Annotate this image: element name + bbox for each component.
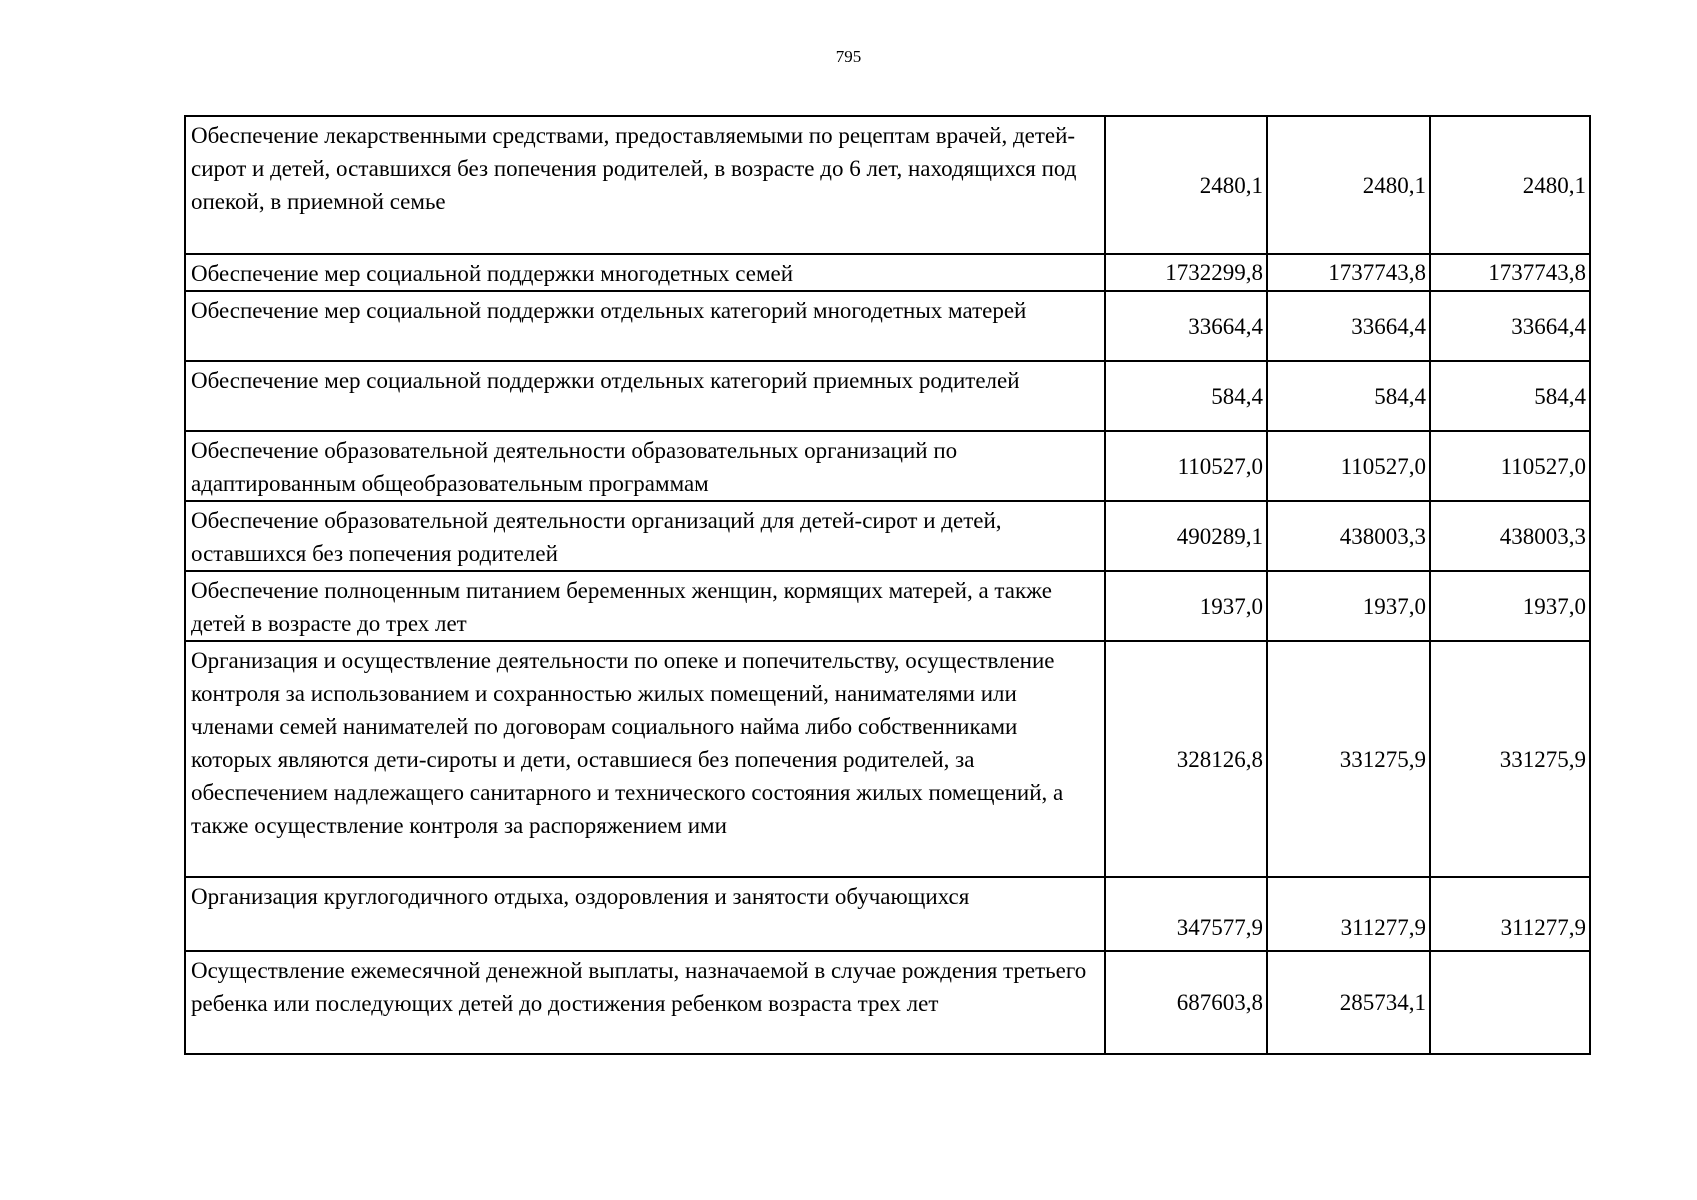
row-value-2: 1737743,8 [1267, 254, 1430, 291]
budget-table [184, 115, 1591, 1055]
row-value-1: 347577,9 [1105, 877, 1267, 951]
row-value-1: 1732299,8 [1105, 254, 1267, 291]
row-name: Обеспечение лекарственными средствами, предоставляемыми по рецептам врачей, детей-сирот и детей, оставшихся без попечения родителей, в возрасте до 6 лет, находящихся под опекой, в приемной семье [185, 116, 1105, 254]
table-row [185, 116, 1590, 254]
row-value-3: 1937,0 [1430, 571, 1590, 641]
row-value-2: 584,4 [1267, 361, 1430, 431]
row-value-1: 1937,0 [1105, 571, 1267, 641]
row-value-1: 490289,1 [1105, 501, 1267, 571]
row-value-3: 110527,0 [1430, 431, 1590, 501]
row-value-2: 33664,4 [1267, 291, 1430, 361]
table-row [185, 877, 1590, 951]
table-row [185, 951, 1590, 1054]
row-name: Обеспечение образовательной деятельности организаций для детей-сирот и детей, оставшихся без попечения родителей [185, 501, 1105, 571]
row-value-3: 331275,9 [1430, 641, 1590, 877]
row-value-3: 2480,1 [1430, 116, 1590, 254]
row-value-3 [1430, 951, 1590, 1054]
row-value-1: 687603,8 [1105, 951, 1267, 1054]
row-value-2: 331275,9 [1267, 641, 1430, 877]
row-name: Осуществление ежемесячной денежной выплаты, назначаемой в случае рождения третьего ребенка или последующих детей до достижения ребенком возраста трех лет [185, 951, 1105, 1054]
table-row [185, 291, 1590, 361]
table-row [185, 501, 1590, 571]
row-value-1: 2480,1 [1105, 116, 1267, 254]
table-row [185, 571, 1590, 641]
row-value-2: 1937,0 [1267, 571, 1430, 641]
row-value-2: 438003,3 [1267, 501, 1430, 571]
row-value-3: 33664,4 [1430, 291, 1590, 361]
page-number: 795 [835, 47, 862, 66]
row-value-2: 285734,1 [1267, 951, 1430, 1054]
row-name: Обеспечение образовательной деятельности образовательных организаций по адаптированным общеобразовательным программам [185, 431, 1105, 501]
row-value-3: 311277,9 [1430, 877, 1590, 951]
row-value-3: 584,4 [1430, 361, 1590, 431]
table-row [185, 361, 1590, 431]
row-name: Обеспечение мер социальной поддержки отдельных категорий многодетных матерей [185, 291, 1105, 361]
row-name: Организация круглогодичного отдыха, оздоровления и занятости обучающихся [185, 877, 1105, 951]
table-row [185, 641, 1590, 877]
row-value-2: 110527,0 [1267, 431, 1430, 501]
row-name: Организация и осуществление деятельности по опеке и попечительству, осуществление контроля за использованием и сохранностью жилых помещений, нанимателями или членами семей нанимателей по договорам социального найма либо собственниками которых являются дети-сироты и дети, оставшиеся без попечения родителей, за обеспечением надлежащего санитарного и технического состояния жилых помещений, а также осуществление контроля за распоряжением ими [185, 641, 1105, 877]
row-value-1: 33664,4 [1105, 291, 1267, 361]
row-value-3: 1737743,8 [1430, 254, 1590, 291]
row-name: Обеспечение мер социальной поддержки отдельных категорий приемных родителей [185, 361, 1105, 431]
row-value-1: 328126,8 [1105, 641, 1267, 877]
row-value-3: 438003,3 [1430, 501, 1590, 571]
row-value-1: 110527,0 [1105, 431, 1267, 501]
row-value-2: 311277,9 [1267, 877, 1430, 951]
table-row [185, 254, 1590, 291]
table-row [185, 431, 1590, 501]
row-name: Обеспечение мер социальной поддержки многодетных семей [185, 254, 1105, 291]
row-name: Обеспечение полноценным питанием беременных женщин, кормящих матерей, а также детей в возрасте до трех лет [185, 571, 1105, 641]
row-value-1: 584,4 [1105, 361, 1267, 431]
row-value-2: 2480,1 [1267, 116, 1430, 254]
